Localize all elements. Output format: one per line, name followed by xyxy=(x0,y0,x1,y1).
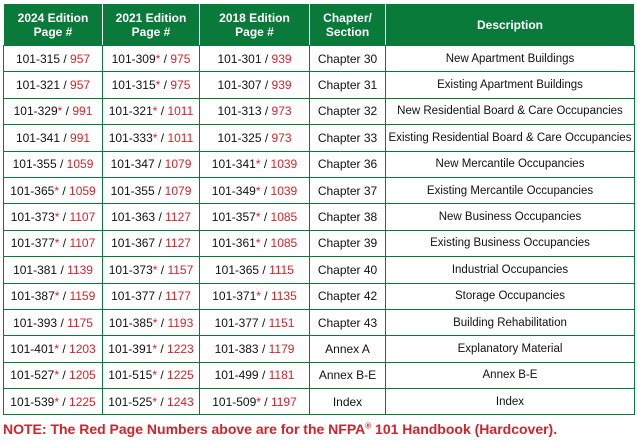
description-cell: Industrial Occupancies xyxy=(386,257,635,283)
page-cell-2024: 101-341 / 991 xyxy=(4,125,103,151)
asterisk-marker: * xyxy=(256,394,261,409)
page-number: 101-357 xyxy=(211,210,256,225)
handbook-page-number: 1205 xyxy=(69,368,96,383)
asterisk-marker: * xyxy=(152,130,158,145)
page-cell-2024: 101-387* / 1159 xyxy=(4,283,103,309)
page-number: 101-325 xyxy=(217,130,262,145)
handbook-page-number: 1197 xyxy=(270,394,297,409)
footnote-suffix: 101 Handbook (Hardcover). xyxy=(371,421,558,437)
chapter-cell: Chapter 30 xyxy=(310,46,386,72)
page-cell-2021: 101-367 / 1127 xyxy=(103,230,200,256)
asterisk-marker: * xyxy=(255,157,261,172)
page-number: 101-385 xyxy=(108,315,153,330)
page-cell-2021: 101-347 / 1079 xyxy=(103,151,200,177)
handbook-page-number: 1223 xyxy=(167,341,194,356)
page-number: 101-363 xyxy=(111,210,156,225)
page-number: 101-527 xyxy=(10,368,55,383)
handbook-page-number: 1159 xyxy=(69,289,96,304)
page-cell-2021: 101-315* / 975 xyxy=(103,72,200,98)
handbook-page-number: 973 xyxy=(271,104,292,119)
page-number: 101-349 xyxy=(211,183,256,198)
table-row xyxy=(4,151,635,177)
footnote-text: NOTE: The Red Page Numbers above are for the NFPA xyxy=(3,421,366,437)
page-number: 101-355 xyxy=(12,157,57,172)
description-cell: Existing Business Occupancies xyxy=(386,230,635,256)
page-cell-2018: 101-509* / 1197 xyxy=(200,389,310,415)
chapter-cell: Index xyxy=(310,389,386,415)
handbook-page-number: 975 xyxy=(170,51,191,66)
page-number: 101-515 xyxy=(108,368,153,383)
table-body xyxy=(4,46,635,415)
page-cell-2018: 101-301 / 939 xyxy=(200,46,310,72)
page-cell-2024: 101-365* / 1059 xyxy=(4,177,103,203)
asterisk-marker: * xyxy=(152,394,157,409)
chapter-cell: Chapter 38 xyxy=(310,204,386,230)
page-cell-2024: 101-355 / 1059 xyxy=(4,151,103,177)
handbook-page-number: 939 xyxy=(271,78,292,93)
page-number: 101-341 xyxy=(211,157,256,172)
handbook-page-number: 1243 xyxy=(167,394,194,409)
registered-mark: ® xyxy=(365,421,372,431)
handbook-page-number: 939 xyxy=(271,51,292,66)
page-cell-2021: 101-385* / 1193 xyxy=(103,309,200,335)
asterisk-marker: * xyxy=(152,341,157,356)
description-cell: New Business Occupancies xyxy=(386,204,635,230)
description-cell: Annex B-E xyxy=(386,362,635,388)
page-number: 101-355 xyxy=(110,183,155,198)
description-cell: Explanatory Material xyxy=(386,336,635,362)
handbook-page-number: 1181 xyxy=(268,368,295,383)
handbook-page-number: 1079 xyxy=(164,157,192,172)
asterisk-marker: * xyxy=(54,394,59,409)
page-cell-2018: 101-341* / 1039 xyxy=(200,151,310,177)
handbook-page-number: 1139 xyxy=(67,262,93,277)
page-number: 101-309 xyxy=(111,51,156,66)
page-cell-2024: 101-377* / 1107 xyxy=(4,230,103,256)
handbook-page-number: 1059 xyxy=(69,183,96,198)
handbook-page-number: 1203 xyxy=(69,341,96,356)
page-cell-2024: 101-321 / 957 xyxy=(4,72,103,98)
page-cell-2021: 101-515* / 1225 xyxy=(103,362,200,388)
page-cell-2021: 101-355 / 1079 xyxy=(103,177,200,203)
handbook-page-number: 1085 xyxy=(270,210,298,225)
header-2018-edition: 2018 Edition Page # xyxy=(200,4,310,46)
page-number: 101-373 xyxy=(10,210,55,225)
page-number: 101-377 xyxy=(111,289,156,304)
handbook-page-number: 1039 xyxy=(270,183,298,198)
page-cell-2021: 101-363 / 1127 xyxy=(103,204,200,230)
page-cell-2024: 101-527* / 1205 xyxy=(4,362,103,388)
page-cell-2018: 101-307 / 939 xyxy=(200,72,310,98)
table-row xyxy=(4,177,635,203)
page-number: 101-377 xyxy=(10,236,55,251)
handbook-page-number: 1179 xyxy=(268,341,295,356)
handbook-page-number: 1193 xyxy=(167,315,194,330)
handbook-page-number: 1127 xyxy=(165,236,191,251)
page-cell-2024: 101-401* / 1203 xyxy=(4,336,103,362)
handbook-page-number: 1011 xyxy=(167,130,194,145)
header-row xyxy=(4,4,635,46)
page-number: 101-371 xyxy=(212,289,257,304)
description-cell: Building Rehabilitation xyxy=(386,309,635,335)
page-cell-2018: 101-313 / 973 xyxy=(200,98,310,124)
page-cell-2018: 101-349* / 1039 xyxy=(200,177,310,203)
page-cell-2021: 101-321* / 1011 xyxy=(103,98,200,124)
header-2021-edition: 2021 Edition Page # xyxy=(103,4,200,46)
page-cell-2024: 101-393 / 1175 xyxy=(4,309,103,335)
asterisk-marker: * xyxy=(155,78,161,93)
table-row xyxy=(4,46,635,72)
description-cell: Existing Apartment Buildings xyxy=(386,72,635,98)
page-number: 101-539 xyxy=(10,394,55,409)
table-header xyxy=(4,4,635,46)
page-number: 101-383 xyxy=(214,341,259,356)
table-row xyxy=(4,283,635,309)
page-number: 101-321 xyxy=(15,78,60,93)
page-cell-2018: 101-499 / 1181 xyxy=(200,362,310,388)
handbook-page-number: 1225 xyxy=(167,368,194,383)
page-number: 101-377 xyxy=(214,315,259,330)
page-cell-2018: 101-377 / 1151 xyxy=(200,309,310,335)
asterisk-marker: * xyxy=(152,368,157,383)
asterisk-marker: * xyxy=(152,315,158,330)
chapter-cell: Chapter 32 xyxy=(310,98,386,124)
table-row xyxy=(4,98,635,124)
handbook-page-number: 1059 xyxy=(66,157,94,172)
handbook-page-number: 991 xyxy=(70,130,91,145)
cross-reference-table xyxy=(3,3,635,415)
page-number: 101-401 xyxy=(10,341,55,356)
page-cell-2018: 101-325 / 973 xyxy=(200,125,310,151)
asterisk-marker: * xyxy=(54,210,60,225)
page-number: 101-313 xyxy=(217,104,262,119)
handbook-page-number: 957 xyxy=(70,78,91,93)
table-row xyxy=(4,72,635,98)
chapter-cell: Chapter 37 xyxy=(310,177,386,203)
description-cell: New Residential Board & Care Occupancies xyxy=(386,98,635,124)
asterisk-marker: * xyxy=(54,368,59,383)
handbook-page-number: 1079 xyxy=(164,183,192,198)
chapter-cell: Chapter 31 xyxy=(310,72,386,98)
header-2024-edition: 2024 Edition Page # xyxy=(4,4,103,46)
page-number: 101-373 xyxy=(108,262,153,277)
handbook-page-number: 1115 xyxy=(269,262,294,277)
asterisk-marker: * xyxy=(57,104,63,119)
chapter-cell: Chapter 43 xyxy=(310,309,386,335)
handbook-page-number: 975 xyxy=(170,78,191,93)
page-number: 101-387 xyxy=(10,289,55,304)
asterisk-marker: * xyxy=(54,236,60,251)
table-row xyxy=(4,125,635,151)
handbook-page-number: 1177 xyxy=(165,289,191,304)
asterisk-marker: * xyxy=(155,51,161,66)
page-cell-2018: 101-357* / 1085 xyxy=(200,204,310,230)
asterisk-marker: * xyxy=(54,289,60,304)
page-cell-2024: 101-373* / 1107 xyxy=(4,204,103,230)
handbook-page-number: 973 xyxy=(271,130,292,145)
asterisk-marker: * xyxy=(255,236,261,251)
asterisk-marker: * xyxy=(54,183,59,198)
page-number: 101-393 xyxy=(13,315,58,330)
page-number: 101-525 xyxy=(108,394,153,409)
asterisk-marker: * xyxy=(255,210,261,225)
handbook-page-number: 957 xyxy=(70,51,91,66)
handbook-page-number: 1107 xyxy=(69,210,96,225)
handbook-page-number: 1151 xyxy=(268,315,295,330)
table-row xyxy=(4,257,635,283)
handbook-page-number: 1135 xyxy=(270,289,297,304)
chapter-cell: Chapter 39 xyxy=(310,230,386,256)
handbook-page-number: 1039 xyxy=(270,157,298,172)
handbook-page-number: 1175 xyxy=(67,315,93,330)
table-row xyxy=(4,362,635,388)
description-cell: Index xyxy=(386,389,635,415)
page-number: 101-365 xyxy=(215,262,260,277)
handbook-page-number: 1011 xyxy=(167,104,194,119)
page-cell-2024: 101-329* / 991 xyxy=(4,98,103,124)
description-cell: New Mercantile Occupancies xyxy=(386,151,635,177)
table-row xyxy=(4,230,635,256)
page-number: 101-367 xyxy=(111,236,156,251)
page-cell-2024: 101-381 / 1139 xyxy=(4,257,103,283)
asterisk-marker: * xyxy=(54,341,59,356)
page-number: 101-341 xyxy=(15,130,60,145)
handbook-page-number: 1085 xyxy=(270,236,298,251)
chapter-cell: Annex B-E xyxy=(310,362,386,388)
page-cell-2021: 101-333* / 1011 xyxy=(103,125,200,151)
page-cell-2021: 101-377 / 1177 xyxy=(103,283,200,309)
page-cell-2018: 101-371* / 1135 xyxy=(200,283,310,309)
page-number: 101-347 xyxy=(110,157,155,172)
asterisk-marker: * xyxy=(255,183,261,198)
page-cell-2018: 101-383 / 1179 xyxy=(200,336,310,362)
description-cell: Existing Mercantile Occupancies xyxy=(386,177,635,203)
table-row xyxy=(4,336,635,362)
page-number: 101-333 xyxy=(108,130,153,145)
page-cell-2018: 101-365 / 1115 xyxy=(200,257,310,283)
handbook-page-number: 1225 xyxy=(69,394,96,409)
page-cell-2021: 101-391* / 1223 xyxy=(103,336,200,362)
page-number: 101-391 xyxy=(108,341,153,356)
handbook-page-number: 1157 xyxy=(167,262,194,277)
page-cell-2018: 101-361* / 1085 xyxy=(200,230,310,256)
page-cell-2021: 101-525* / 1243 xyxy=(103,389,200,415)
page-cell-2024: 101-315 / 957 xyxy=(4,46,103,72)
page-cell-2021: 101-373* / 1157 xyxy=(103,257,200,283)
asterisk-marker: * xyxy=(256,289,261,304)
footnote xyxy=(3,421,557,437)
table-row xyxy=(4,204,635,230)
page-cell-2021: 101-309* / 975 xyxy=(103,46,200,72)
chapter-cell: Chapter 40 xyxy=(310,257,386,283)
page-number: 101-329 xyxy=(13,104,58,119)
description-cell: Existing Residential Board & Care Occupancies xyxy=(386,125,635,151)
handbook-page-number: 1107 xyxy=(69,236,96,251)
description-cell: New Apartment Buildings xyxy=(386,46,635,72)
header-chapter-section: Chapter/ Section xyxy=(310,4,386,46)
page-number: 101-509 xyxy=(212,394,257,409)
description-cell: Storage Occupancies xyxy=(386,283,635,309)
page-number: 101-365 xyxy=(10,183,55,198)
page-number: 101-307 xyxy=(217,78,262,93)
chapter-cell: Chapter 33 xyxy=(310,125,386,151)
cross-reference-table-wrapper xyxy=(3,3,634,415)
table-row xyxy=(4,389,635,415)
page-number: 101-321 xyxy=(108,104,153,119)
handbook-page-number: 1127 xyxy=(165,210,191,225)
asterisk-marker: * xyxy=(152,262,158,277)
page-number: 101-361 xyxy=(211,236,256,251)
table-row xyxy=(4,309,635,335)
page-number: 101-315 xyxy=(111,78,156,93)
page-number: 101-499 xyxy=(214,368,259,383)
page-number: 101-301 xyxy=(217,51,262,66)
page-number: 101-381 xyxy=(13,262,58,277)
asterisk-marker: * xyxy=(152,104,158,119)
header-description: Description xyxy=(386,4,635,46)
chapter-cell: Annex A xyxy=(310,336,386,362)
chapter-cell: Chapter 42 xyxy=(310,283,386,309)
page-number: 101-315 xyxy=(15,51,60,66)
page-cell-2024: 101-539* / 1225 xyxy=(4,389,103,415)
handbook-page-number: 991 xyxy=(72,104,93,119)
chapter-cell: Chapter 36 xyxy=(310,151,386,177)
